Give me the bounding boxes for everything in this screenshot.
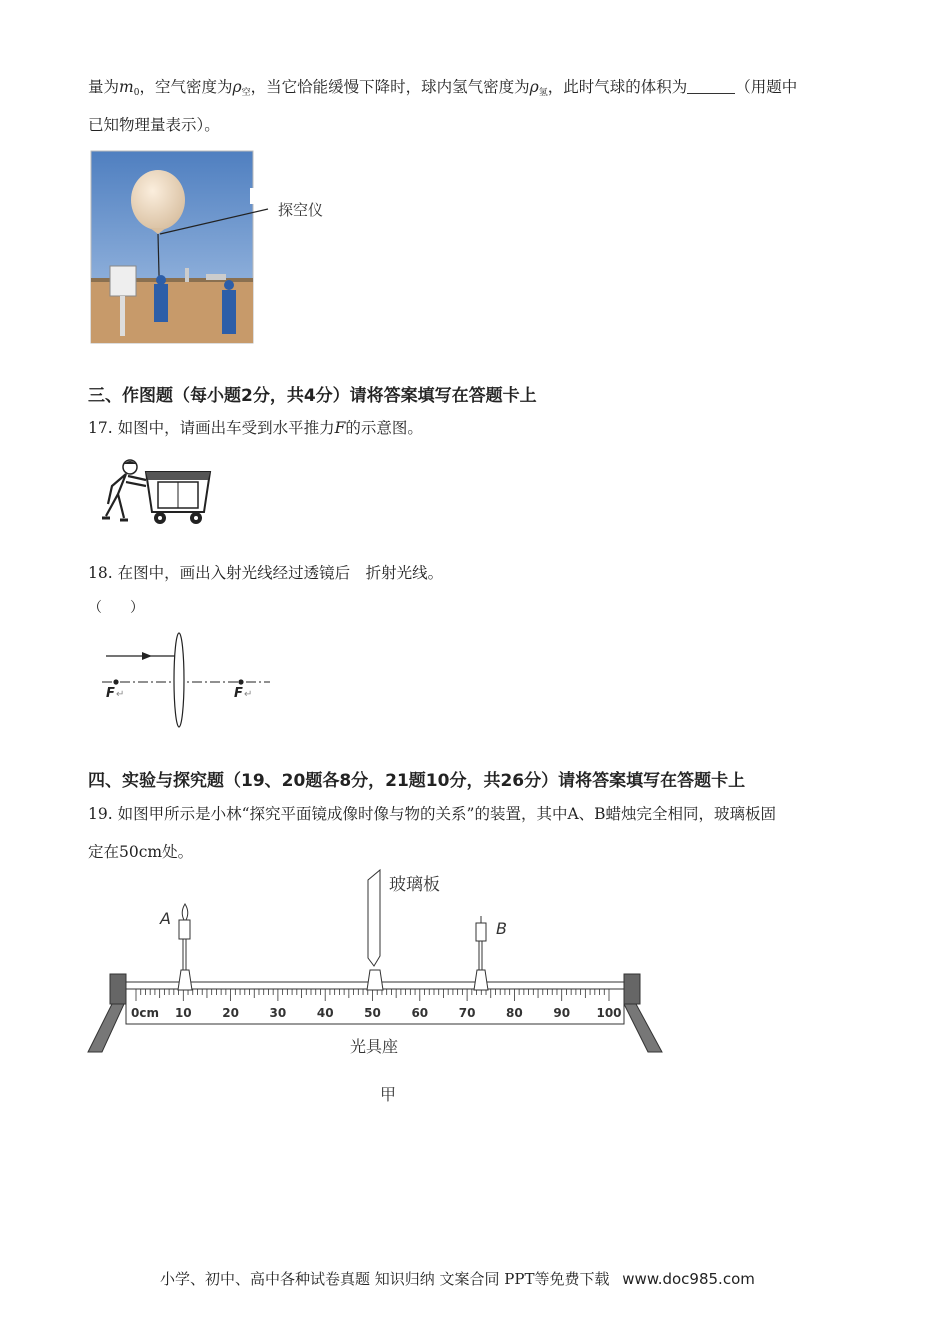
ruler-label: 30 — [269, 1006, 287, 1020]
q16-line1 — [88, 76, 797, 104]
q16-text-d: ，此时气球的体积为 — [547, 78, 688, 96]
q18-statement: 在图中，画出入射光线经过透镜后 折射光线。 — [117, 564, 444, 582]
candle-b-label: B — [496, 919, 507, 938]
candle-a — [159, 904, 192, 990]
rho-subscript-h: 氢 — [538, 88, 548, 98]
ruler-label: 80 — [506, 1006, 523, 1020]
mass-subscript: 0 — [133, 88, 140, 98]
photo-label: 探空仪 — [278, 201, 324, 219]
mass-symbol: m — [119, 78, 134, 96]
focal-point-left-label: F — [106, 686, 115, 701]
return-mark-icon: ↵ — [116, 689, 125, 700]
ruler-label: 90 — [553, 1006, 571, 1020]
footer — [160, 1268, 755, 1290]
q19-line2: 定在50cm处。 — [88, 843, 194, 861]
glass-plate-label: 玻璃板 — [389, 875, 440, 895]
bench-label: 光具座 — [350, 1037, 399, 1056]
q16-text-e: （用题中 — [735, 78, 798, 96]
q17-number: 17. — [88, 419, 113, 437]
ruler-label: 100 — [596, 1006, 622, 1020]
footer-text: 小学、初中、高中各种试卷真题 知识归纳 文案合同 PPT等免费下载 — [160, 1270, 610, 1288]
candle-b — [474, 916, 507, 990]
balloon-photo — [90, 150, 340, 346]
cart-push-figure — [88, 456, 218, 528]
q16-line2: 已知物理量表示）。 — [88, 116, 220, 134]
q16-text-b: ，空气密度为 — [139, 78, 233, 96]
ruler-label: 60 — [411, 1006, 429, 1020]
q18-number: 18. — [88, 564, 113, 582]
ruler-label: 70 — [458, 1006, 476, 1020]
rho-symbol-h: ρ — [529, 78, 539, 96]
q19-line1-text: 如图甲所示是小林“探究平面镜成像时像与物的关系”的装置，其中A、B蜡烛完全相同，玻璃板固 — [117, 805, 777, 823]
ruler-label: 40 — [316, 1006, 334, 1020]
focal-point-right-label: F — [234, 686, 243, 701]
ruler-label: 20 — [222, 1006, 239, 1020]
q17-text-b: 的示意图。 — [345, 419, 423, 437]
ruler-label: 50 — [364, 1006, 381, 1020]
section-4-title: 四、实验与探究题（19、20题各8分，21题10分，共26分）请将答案填写在答题卡上 — [88, 771, 746, 791]
figure-label: 甲 — [380, 1085, 397, 1104]
footer-url[interactable]: www.doc985.com — [622, 1270, 755, 1288]
return-mark-icon: ↵ — [244, 689, 253, 700]
lens-figure — [100, 628, 275, 733]
q17-text — [88, 417, 423, 439]
q18-text — [88, 562, 443, 584]
ruler-label: 10 — [174, 1006, 192, 1020]
force-symbol: F — [334, 419, 346, 437]
q19-number: 19. — [88, 805, 113, 823]
ruler-label: 0cm — [131, 1006, 159, 1020]
section-3-title: 三、作图题（每小题2分，共4分）请将答案填写在答题卡上 — [88, 386, 537, 406]
q19-line1 — [88, 803, 776, 825]
q16-text-a: 量为 — [88, 78, 120, 96]
candle-a-label: A — [160, 909, 171, 928]
q17-text-a: 如图中，请画出车受到水平推力 — [117, 419, 335, 437]
rho-subscript-air: 空 — [241, 88, 251, 98]
rho-symbol-air: ρ — [232, 78, 242, 96]
q18-paren: （ ） — [88, 600, 144, 616]
q16-text-c: ，当它恰能缓慢下降时，球内氢气密度为 — [250, 78, 530, 96]
glass-plate — [367, 870, 440, 990]
answer-blank — [687, 79, 735, 94]
optical-bench-figure — [84, 866, 674, 1106]
